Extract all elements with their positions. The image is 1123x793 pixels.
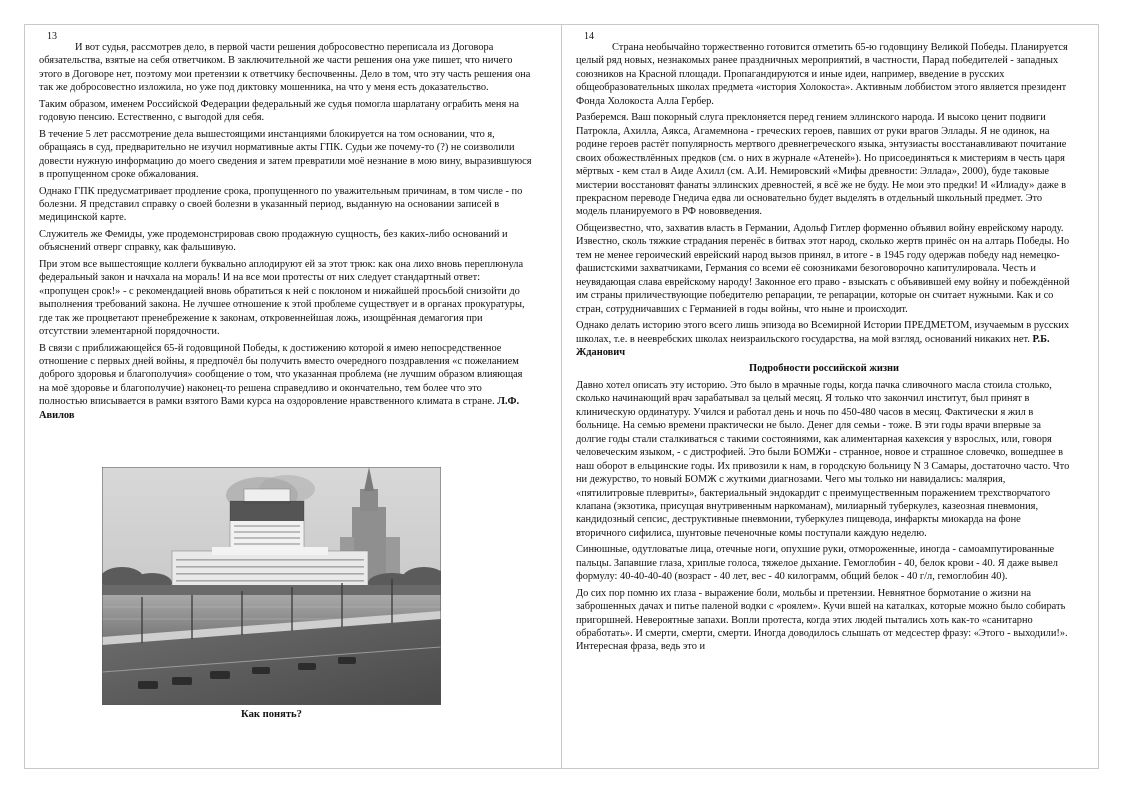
paragraph: Однако ГПК предусматривает продление срока, пропущенного по уважительным причинам, в том числе - по болезни. Я представил справку о своей болезни в указанный период, выданную на основании записей в медицинской карте. — [39, 185, 523, 224]
section-heading: Подробности российской жизни — [749, 363, 899, 375]
article-photo — [102, 467, 441, 705]
paragraph: Таким образом, именем Российской Федерации федеральный же судья помогла шарлатану ограбить меня на годовую пенсию. Естественно, с выгодой для себя. — [39, 98, 520, 124]
page-number: 13 — [47, 31, 57, 42]
paragraph: Разберемся. Ваш покорный слуга преклоняется перед гением эллинского народа. И высоко ценит подвиги Патрокла, Ахилла, Аякса, Агамемнона - греческих героев, павших от руки врагов Эллады. Я не одинок, на родине героев растёт популярность мертвого древнегреческого языка, энтузиасты восстанавливают почитание своих обожествлённых предков (см. о них в журнале «Атеней»). Но присоединяться к мистериям в честь царя мёртвых - кем стал в Аиде Ахилл (см. А.И. Немировский «Мифы древности: Эллада», 2000), буде таковые мистерии восстановят фанаты эллинских древностей, я всё же не буду. Не мои это предки! И «Илиаду» даже в прекрасном переводе Гнедича едва ли основательно будет выделять в отдельный школьный предмет. Это модель планируемого в РФ нововведения. — [576, 112, 1067, 218]
paragraph-with-author — [576, 319, 1072, 359]
paragraph: И вот судья, рассмотрев дело, в первой части решения добросовестно переписала из Договора обязательства, взятые на себя ответчиком. В заключительной же части решения она уже пишет, что ничего этого в Договоре нет, поэтому мои претензии к ответчику беспочвенны. Дело в том, что эту часть решения она так же добросовестно изложила, но уже под диктовку мошенника, на что у меня есть доказательство. — [39, 42, 531, 94]
paragraph: Страна необычайно торжественно готовится отметить 65-ю годовщину Великой Победы. Планируется целый ряд новых, незнакомых ранее праздничных мероприятий, в частности, Парад победителей - западных союзников на Красной площади. Пропагандируются и иные идеи, например, введение в русских общеобразовательных школах предмета «история Холокоста». Активным лоббистом этого является президент Фонда Холокоста Алла Гербер. — [576, 42, 1068, 107]
right-text-column — [576, 41, 1072, 657]
paragraph: До сих пор помню их глаза - выражение боли, мольбы и претензии. Невнятное бормотание о жизни на заброшенных дачах и питье паленой водки с «роялем». Кучи вшей на каталках, которые можно было собирать пригоршней. Невероятные запахи. Вопли протеста, когда этих людей пытались хоть как-то «санитарно обработать». И смерти, смерти, смерти. Иногда доводилось слышать от медсестер фразу: «Этого - выходили!». Интересная фраза, ведь это и — [576, 587, 1068, 653]
paragraph-with-author — [39, 342, 532, 423]
author-signature: Л.Ф. Авилов — [39, 396, 520, 421]
paragraph: При этом все вышестоящие коллеги буквально аплодируют ей за этот трюк: как она лихо вновь переплюнула федеральный закон и начхала на мораль! И на все мои протесты от них следует стандартный ответ: «пропущен срок!» - с рекомендацией вновь обратиться к ней с поклоном и нижайшей просьбой снизойти до выполнения требований закона. Не лучшее отношение к этой проблеме существует и в органах прокуратуры, где так же процветают пренебрежение к законам, откровеннейшая ложь, изощрённая демагогия при отсутствии элементарной порядочности. — [39, 258, 525, 338]
white-house-photo-image — [102, 467, 441, 705]
paragraph: Общеизвестно, что, захватив власть в Германии, Адольф Гитлер форменно объявил войну еврейскому народу. Известно, сколь тяжкие страдания перенёс в битвах этот народ, сколько жертв принёс он на алтарь Победы. Но тем не менее героический еврейский народ вызов принял, в итоге - в 1945 году одержав победу над немецко-фашистскими захватчиками, Германия со всеми её союзниками безоговорочно капитулировала. Честь и неувядающая слава еврейскому народу! Законное его право - взыскать с объявившей ему войну и побеждённой им страны приличествующие победителю репарации, те репарации, которые он считает нужными. Как и со стран, сотрудничавших с Германией в годы войны, что ныне и происходит. — [576, 222, 1070, 315]
left-page — [24, 24, 562, 769]
document-spread — [24, 24, 1099, 769]
page-number: 14 — [584, 31, 594, 42]
left-text-column — [39, 41, 532, 425]
photo-caption: Как понять? — [241, 709, 302, 720]
paragraph: Синюшные, одутловатые лица, отечные ноги, опухшие руки, отмороженные, иногда - самоампутированные пальцы. Запавшие глаза, хриплые голоса, тяжелое дыхание. Гемоглобин - 40, белок крови - 40. Я даже вывел формулу: 40-40-40-40 (возраст - 40 лет, вес - 40 килограмм, общий белок - 40 г/л, гемоглобин 40). — [576, 544, 1058, 583]
paragraph: В течение 5 лет рассмотрение дела вышестоящими инстанциями блокируется на том основании, что я, обращаясь в суд, предварительно не изучил нормативные акты ГПК. Судьи же почему-то (?) не соизволили довести нужную информацию до моего сведения и затем превратили моё незнание в мою вину, выразившуюся в пропущенном сроке обжалования. — [39, 128, 532, 181]
paragraph-text: Однако делать историю этого всего лишь эпизода во Всемирной Истории ПРЕДМЕТОМ, изучаемым в русских школах, т.е. в неевребских школах неизраильского государства, на мой взгляд, оснований никаких нет. — [576, 320, 1070, 345]
paragraph: Давно хотел описать эту историю. Это было в мрачные годы, когда пачка сливочного масла стоила столько, сколько начинающий врач зарабатывал за целый месяц. Я только что закончил институт, был принят в клиническую ординатуру. Учился и работал день и ночь по 450-480 часов в месяц. Фактически я жил в больнице. На семью времени практически не было. Денег для семьи - тоже. В эти годы врачи впервые за долгие годы стали сталкиваться с такими состояниями, как алиментарная кахексия у взрослых, или, говоря человеческим языком, - с дистрофией. Это были БОМЖи - странное, новое и страшное словечко, вошедшее в наш оборот в ельцинские годы. Их привозили к нам, в городскую больницу N 3 Самары, достаточно часто. Что ни дежурство, то новый БОМЖ с жуткими диагнозами. Чего мы только ни навидались: малярия, «пятилитровые плевриты», бактериальный эндокардит с преимущественным поражением трехстворчатого клапана (экзотика, присущая внутривенным наркоманам), милиарный туберкулез, казеозная пневмония, кандидозный сепсис, деструктивные пневмонии, туберкулез пищевода, инфаркты миокарда на фоне вторичного сифилиса, шунтовые печеночные комы поступали каждую неделю. — [576, 379, 1070, 539]
paragraph-text: В связи с приближающейся 65-й годовщиной Победы, к достижению которой я имею непосредственное отношение с первых дней войны, я предпочёл бы получить вместо очередного поздравления «с пожеланием доброго здоровья и благополучия» сообщение о том, что указанная проблема (не лучшим образом влияющая на моё здоровье и благополучие) наконец-то решена справедливо и окончательно, тем более что это полностью вписывается в рамки взятого Вами курса на оздоровление нравственного климата в стране. — [39, 342, 523, 408]
author-signature: Р.Б. Жданович — [576, 333, 1050, 358]
paragraph: Служитель же Фемиды, уже продемонстрировав свою продажную сущность, без каких-либо оснований и объяснений отверг справку, как фальшивую. — [39, 228, 508, 254]
right-page — [561, 24, 1099, 769]
